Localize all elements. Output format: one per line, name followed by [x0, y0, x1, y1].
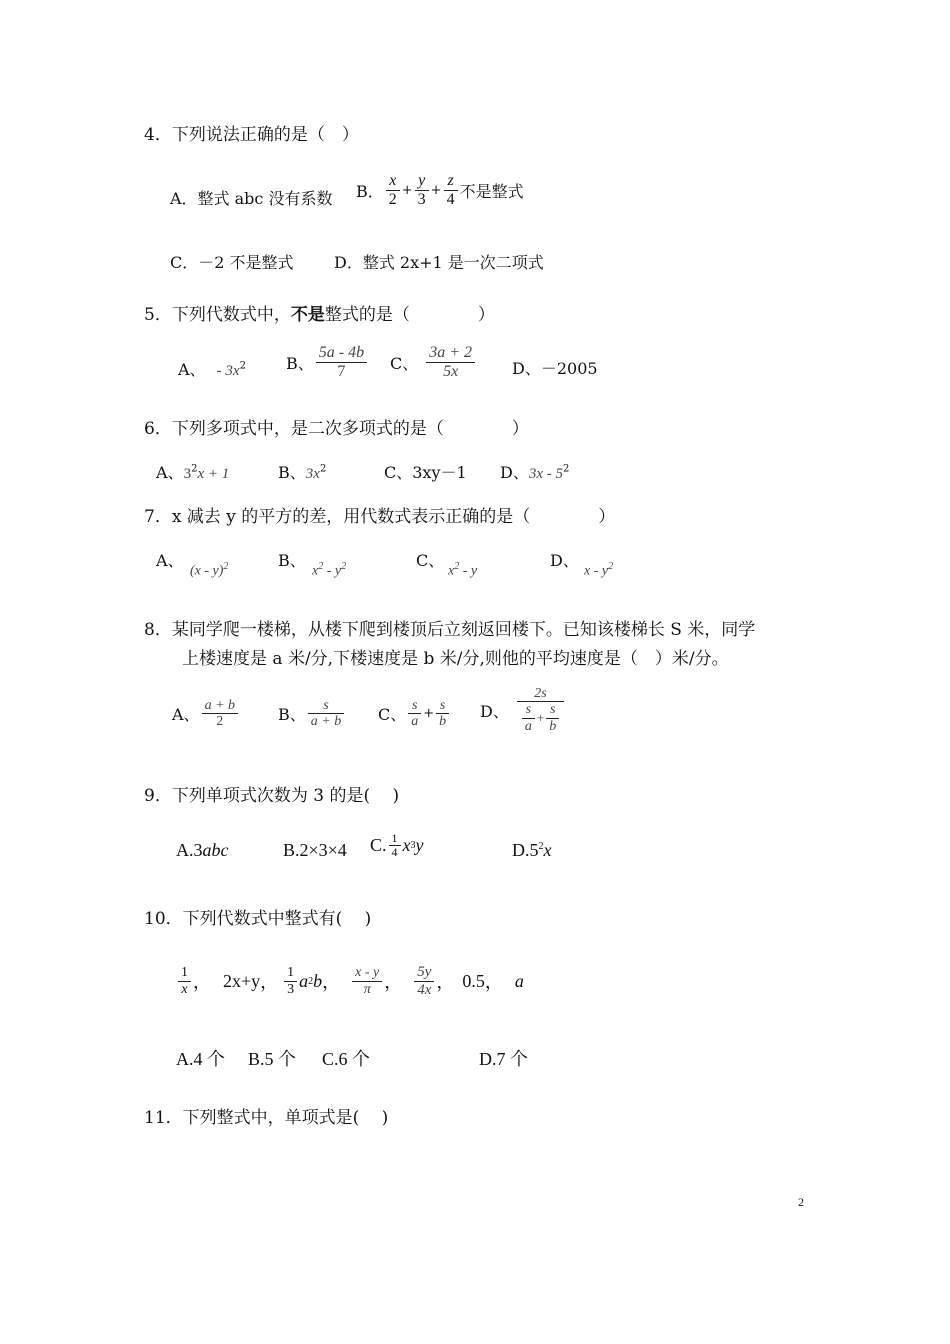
variable-b: b — [313, 970, 323, 991]
denominator: a + b — [310, 714, 342, 730]
q9-option-b: B.2×3×4 — [283, 840, 347, 860]
q5-option-b-label: B、 — [286, 353, 314, 373]
numerator: s — [323, 698, 329, 713]
numerator: 2s — [534, 686, 547, 701]
q7-option-d-label: D、 — [550, 551, 579, 570]
q4-option-b-tail: 不是整式 — [459, 181, 524, 201]
q5-stem-post: 整式的是（ ） — [324, 305, 495, 325]
q9-option-a — [176, 840, 229, 861]
q7-option-b-label: B、 — [278, 551, 306, 570]
numerator: 5y — [417, 964, 432, 980]
q5-option-c — [390, 344, 477, 380]
q6-option-b — [278, 460, 326, 483]
denominator — [517, 702, 564, 734]
expression-a: a — [514, 970, 524, 991]
q6-option-d-expr: 3x - 5 — [528, 466, 563, 482]
denominator: 4 — [391, 845, 398, 860]
q8-stem-line2: 上楼速度是 a 米/分,下楼速度是 b 米/分,则他的平均速度是（ ）米/分。 — [182, 649, 729, 669]
q6-option-c: C、3xy－1 — [384, 463, 467, 482]
superscript: 2 — [538, 841, 544, 852]
q5-option-b-fraction — [316, 344, 367, 380]
q8-stem-line1: 8．某同学爬一楼梯，从楼下爬到楼顶后立刻返回楼下。已知该楼梯长 S 米，同学 — [144, 620, 756, 640]
denominator: π — [363, 981, 371, 997]
denominator: b — [549, 718, 557, 734]
numerator: s — [412, 698, 418, 713]
q5-option-c-label: C、 — [390, 353, 419, 373]
q8-option-b-fraction — [308, 698, 344, 730]
superscript: 3 — [410, 840, 416, 852]
fraction-s-over-a — [408, 698, 421, 730]
superscript: 2 — [563, 463, 570, 475]
q4-option-d: D．整式 2x+1 是一次二项式 — [334, 253, 544, 272]
denominator: a — [411, 714, 419, 730]
variable-y: y — [415, 835, 424, 856]
fraction-s-over-a — [522, 702, 535, 734]
q6-option-d — [500, 460, 569, 483]
fraction-1-over-3 — [284, 965, 297, 997]
q8-option-a — [172, 698, 240, 730]
q8-option-a-label: A、 — [172, 705, 200, 725]
q5-stem — [144, 300, 495, 325]
numerator: 1 — [287, 965, 295, 981]
expression-decimal: 0.5 — [462, 970, 485, 991]
q7-option-a-expr — [190, 561, 228, 580]
q6-stem: 6．下列多项式中，是二次多项式的是（ ） — [144, 419, 529, 439]
superscript: 2 — [454, 561, 460, 572]
numerator: z — [447, 172, 454, 189]
denominator: 4 — [446, 190, 455, 208]
q8-option-c-label: C、 — [378, 705, 407, 725]
numerator: x - y — [355, 965, 380, 981]
numerator: s — [439, 698, 446, 713]
superscript: 2 — [608, 561, 614, 572]
plus-sign: + — [430, 182, 442, 198]
expression: (x - y) — [190, 563, 224, 579]
denominator: 2 — [216, 714, 224, 730]
q10-stem: 10．下列代数式中整式有( ) — [144, 909, 372, 929]
q8-option-d — [480, 686, 566, 734]
q7-option-d-expr — [584, 561, 613, 580]
expression: x - y — [584, 563, 609, 579]
expression-2x-plus-y: 2x+y — [223, 970, 261, 991]
q10-option-b: B.5 个 — [248, 1049, 297, 1069]
denominator: a — [524, 718, 532, 734]
fraction-1-over-x — [178, 965, 191, 997]
variable-x: x — [543, 840, 552, 860]
superscript: 2 — [191, 463, 198, 475]
q8-option-d-label: D、 — [480, 701, 509, 721]
numerator: 1 — [391, 831, 398, 845]
separator: ， — [322, 972, 341, 992]
q8-option-b-label: B、 — [278, 705, 306, 725]
superscript: 2 — [318, 561, 324, 572]
separator: ， — [193, 972, 211, 992]
q9-stem: 9．下列单项式次数为 3 的是( ) — [144, 786, 400, 806]
q9-option-d-coefficient: D.5 — [512, 840, 539, 860]
q8-option-d-complex-fraction — [517, 686, 564, 734]
q7-stem: 7．x 减去 y 的平方的差，用代数式表示正确的是（ ） — [144, 507, 616, 527]
fraction-s-over-b — [436, 698, 449, 730]
denominator: b — [439, 714, 447, 730]
fraction-1-over-4 — [389, 832, 401, 859]
q9-option-c-label: C. — [370, 835, 387, 856]
q10-option-c: C.6 个 — [322, 1049, 371, 1069]
q9-option-c — [370, 832, 424, 859]
q4-option-b — [356, 172, 524, 208]
denominator: 3 — [287, 981, 295, 997]
q10-expression-list — [176, 964, 524, 998]
q7-option-c-expr — [448, 561, 477, 580]
q5-option-a-expr: - 3x — [216, 363, 240, 379]
q6-option-b-label: B、 — [278, 463, 306, 482]
denominator: 7 — [337, 362, 346, 380]
expression-part: - y — [459, 563, 478, 579]
numerator: s — [549, 702, 556, 718]
q5-option-a-label: A、 — [178, 360, 206, 379]
q10-option-d: D.7 个 — [479, 1049, 528, 1069]
denominator: 2 — [388, 190, 397, 208]
numerator: 1 — [181, 965, 188, 981]
numerator: x — [389, 172, 397, 189]
superscript: 2 — [319, 463, 327, 475]
q8-option-c — [378, 698, 451, 730]
plus-sign: + — [401, 182, 413, 198]
superscript: 2 — [239, 360, 246, 372]
q5-option-c-fraction — [426, 344, 475, 380]
q4-option-a: A．整式 abc 没有系数 — [170, 189, 333, 208]
q4-stem: 4．下列说法正确的是（ ） — [144, 125, 359, 145]
plus-sign: + — [536, 710, 545, 726]
q10-option-a: A.4 个 — [176, 1049, 225, 1069]
superscript: 2 — [341, 561, 347, 572]
q9-option-a-label: A.3 — [176, 840, 203, 860]
fraction-5y-over-4x — [414, 964, 434, 998]
page-number: 2 — [798, 1195, 804, 1209]
numerator: 5a - 4b — [318, 344, 365, 361]
denominator: 5x — [443, 362, 459, 380]
fraction-z-over-4 — [444, 172, 458, 208]
q4-option-b-label: B． — [356, 181, 384, 201]
fraction-s-over-b — [546, 702, 559, 734]
numerator: s — [525, 702, 532, 718]
expression-part: x — [448, 563, 455, 579]
fraction-x-over-2 — [386, 172, 400, 208]
q6-option-d-label: D、 — [500, 463, 529, 482]
denominator: 4x — [417, 981, 432, 998]
superscript: 2 — [308, 975, 314, 987]
q4-option-c: C．－2 不是整式 — [170, 253, 294, 272]
denominator: 3 — [417, 190, 426, 208]
separator: ， — [436, 972, 455, 992]
separator: ， — [260, 972, 279, 992]
fraction-y-over-3 — [415, 172, 429, 208]
numerator: y — [418, 172, 426, 189]
q6-option-a-base: 3 — [183, 466, 192, 482]
q5-stem-pre: 5．下列代数式中， — [144, 305, 291, 325]
q5-option-a — [178, 357, 246, 380]
q6-option-a-label: A、 — [156, 463, 184, 482]
q5-option-b — [286, 344, 369, 380]
expression-part: x — [312, 563, 319, 579]
q8-option-a-fraction — [202, 698, 238, 730]
q9-option-a-variables: abc — [202, 840, 229, 860]
q7-option-c-label: C、 — [416, 551, 445, 570]
q9-option-d — [512, 840, 552, 861]
q11-stem: 11．下列整式中，单项式是( ) — [144, 1108, 389, 1128]
q8-option-b — [278, 698, 346, 730]
q7-option-a-label: A、 — [156, 551, 184, 570]
q5-stem-emphasis: 不是 — [290, 305, 325, 325]
plus-sign: + — [423, 706, 435, 722]
variable-a: a — [299, 970, 309, 991]
superscript: 2 — [223, 561, 229, 572]
q6-option-a — [156, 460, 229, 483]
q5-option-d: D、－2005 — [512, 359, 598, 378]
separator: ， — [484, 972, 503, 992]
q6-option-b-expr: 3x — [305, 466, 320, 482]
numerator: a + b — [204, 698, 236, 713]
variable-x: x — [402, 835, 411, 856]
q7-option-b-expr — [312, 561, 346, 580]
denominator: x — [181, 981, 188, 997]
separator: ， — [384, 972, 403, 992]
q6-option-a-rest: x + 1 — [197, 466, 230, 482]
numerator: 3a + 2 — [429, 344, 473, 361]
fraction-x-minus-y-over-pi — [352, 965, 382, 997]
expression-part: - y — [323, 563, 342, 579]
